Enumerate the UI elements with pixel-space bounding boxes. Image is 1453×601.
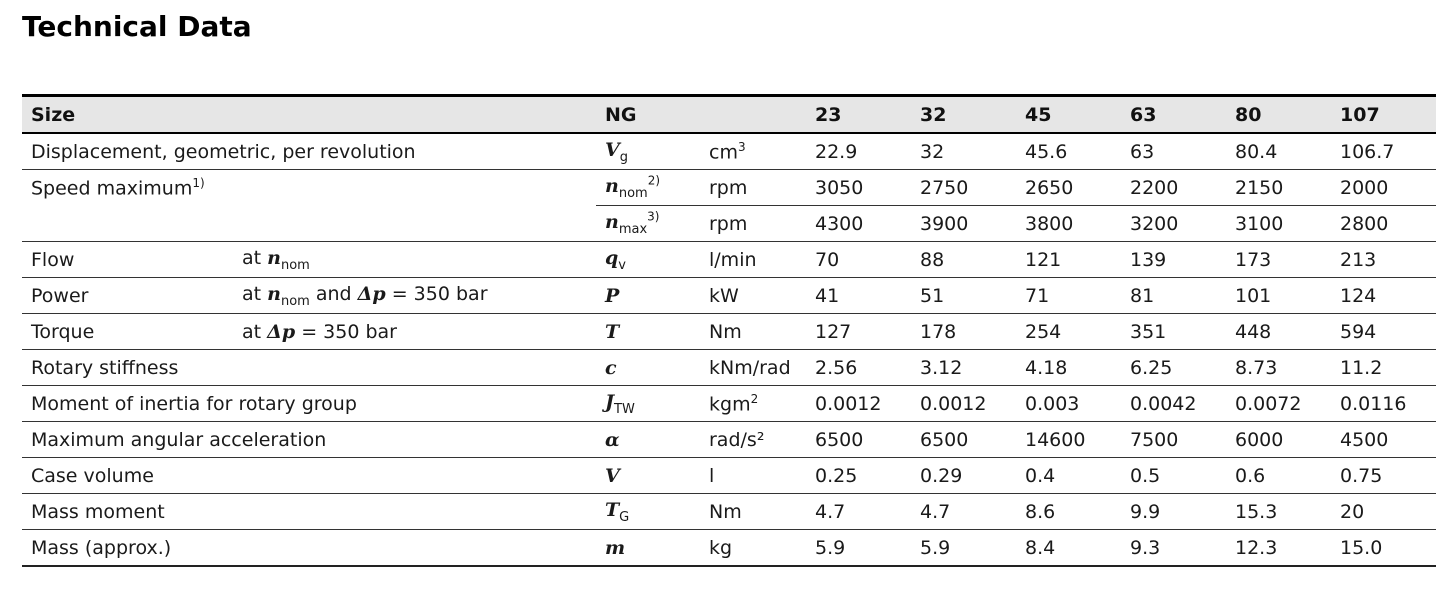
table-cell: 101 xyxy=(1226,278,1331,314)
row-label: Mass moment xyxy=(22,494,596,530)
table-row-flow xyxy=(22,242,1436,278)
row-label: Speed maximum$^{1)}$ xyxy=(31,176,205,200)
table-cell: 81 xyxy=(1121,278,1226,314)
table-cell: 0.0116 xyxy=(1331,386,1436,422)
table-cell: 51 xyxy=(911,278,1016,314)
row-unit: $cm^3$ xyxy=(700,133,806,170)
row-unit: rpm xyxy=(700,170,806,206)
row-label xyxy=(22,206,596,242)
row-symbol: $T_G$ xyxy=(596,494,700,530)
table-cell: 4.7 xyxy=(806,494,911,530)
table-cell: 594 xyxy=(1331,314,1436,350)
table-row-case-volume xyxy=(22,458,1436,494)
table-cell: 0.5 xyxy=(1121,458,1226,494)
table-cell: 4300 xyxy=(806,206,911,242)
table-row-mass xyxy=(22,530,1436,567)
row-label: Maximum angular acceleration xyxy=(22,422,596,458)
table-cell: 0.0072 xyxy=(1226,386,1331,422)
table-cell: 213 xyxy=(1331,242,1436,278)
page-title: Technical Data xyxy=(22,10,252,43)
row-unit: rpm xyxy=(700,206,806,242)
table-cell: 2750 xyxy=(911,170,1016,206)
table-cell: 15.3 xyxy=(1226,494,1331,530)
table-cell: 139 xyxy=(1121,242,1226,278)
row-symbol: c xyxy=(596,350,700,386)
table-cell: 88 xyxy=(911,242,1016,278)
row-symbol: T xyxy=(596,314,700,350)
table-cell: 6500 xyxy=(911,422,1016,458)
row-unit: l xyxy=(700,458,806,494)
table-cell: 351 xyxy=(1121,314,1226,350)
table-row-speed-max xyxy=(22,206,1436,242)
row-unit: kW xyxy=(700,278,806,314)
table-cell: 9.9 xyxy=(1121,494,1226,530)
row-label: Rotary stiffness xyxy=(22,350,596,386)
table-cell: 41 xyxy=(806,278,911,314)
table-cell: 0.6 xyxy=(1226,458,1331,494)
row-unit: kNm/rad xyxy=(700,350,806,386)
row-symbol: $n_{nom}^{2)}$ xyxy=(596,170,700,206)
table-cell: 173 xyxy=(1226,242,1331,278)
row-label: Flow xyxy=(22,242,233,278)
table-cell: 3900 xyxy=(911,206,1016,242)
row-symbol: V xyxy=(596,458,700,494)
row-label: Moment of inertia for rotary group xyxy=(22,386,596,422)
table-cell: 8.4 xyxy=(1016,530,1121,567)
size-column-header: 80 xyxy=(1226,96,1331,134)
table-cell: 448 xyxy=(1226,314,1331,350)
table-cell: 32 xyxy=(911,133,1016,170)
table-cell: 22.9 xyxy=(806,133,911,170)
table-cell: 2.56 xyxy=(806,350,911,386)
table-row-speed-nom xyxy=(22,170,1436,206)
row-label: Mass (approx.) xyxy=(22,530,596,567)
table-cell: 0.0012 xyxy=(911,386,1016,422)
table-cell: 45.6 xyxy=(1016,133,1121,170)
table-row-inertia xyxy=(22,386,1436,422)
table-cell: 2000 xyxy=(1331,170,1436,206)
row-condition: at $n_{nom}$ xyxy=(233,242,596,278)
table-row-acceleration xyxy=(22,422,1436,458)
table-row-torque xyxy=(22,314,1436,350)
table-cell: 8.73 xyxy=(1226,350,1331,386)
row-label: Torque xyxy=(22,314,233,350)
table-cell: 7500 xyxy=(1121,422,1226,458)
table-row-displacement xyxy=(22,133,1436,170)
row-unit: kgm$^2$ xyxy=(700,386,806,422)
header-row xyxy=(22,96,1436,134)
table-cell: 9.3 xyxy=(1121,530,1226,567)
row-condition: at Δp = 350 bar xyxy=(233,314,596,350)
table-cell: 11.2 xyxy=(1331,350,1436,386)
row-symbol: $q_v$ xyxy=(596,242,700,278)
table-cell: 0.0042 xyxy=(1121,386,1226,422)
row-unit: Nm xyxy=(700,314,806,350)
size-header: Size xyxy=(22,96,596,134)
table-cell: 2200 xyxy=(1121,170,1226,206)
ng-header: NG xyxy=(596,96,700,134)
table-cell: 6.25 xyxy=(1121,350,1226,386)
table-cell: 4.18 xyxy=(1016,350,1121,386)
row-symbol: P xyxy=(596,278,700,314)
table-cell: 124 xyxy=(1331,278,1436,314)
size-column-header: 63 xyxy=(1121,96,1226,134)
row-symbol: $J_{TW}$ xyxy=(596,386,700,422)
table-cell: 121 xyxy=(1016,242,1121,278)
table-row-mass-moment xyxy=(22,494,1436,530)
table-cell: 5.9 xyxy=(806,530,911,567)
row-symbol: α xyxy=(596,422,700,458)
table-cell: 2650 xyxy=(1016,170,1121,206)
table-cell: 127 xyxy=(806,314,911,350)
table-cell: 3800 xyxy=(1016,206,1121,242)
row-unit: Nm xyxy=(700,494,806,530)
table-cell: 12.3 xyxy=(1226,530,1331,567)
row-unit: l/min xyxy=(700,242,806,278)
row-label: Case volume xyxy=(22,458,596,494)
table-cell: 6000 xyxy=(1226,422,1331,458)
technical-data-table xyxy=(22,94,1436,567)
table-cell: 0.25 xyxy=(806,458,911,494)
table-cell: 4.7 xyxy=(911,494,1016,530)
table-cell: 4500 xyxy=(1331,422,1436,458)
size-column-header: 45 xyxy=(1016,96,1121,134)
row-symbol: $n_{max}^{3)}$ xyxy=(596,206,700,242)
table-row-power xyxy=(22,278,1436,314)
table-cell: 0.003 xyxy=(1016,386,1121,422)
row-condition: at $n_{nom}$ and Δp = 350 bar xyxy=(233,278,596,314)
table-cell: 15.0 xyxy=(1331,530,1436,567)
row-label: Power xyxy=(22,278,233,314)
table-cell: 3.12 xyxy=(911,350,1016,386)
row-symbol: $V_g$ xyxy=(596,133,700,170)
table-cell: 178 xyxy=(911,314,1016,350)
table-cell: 2150 xyxy=(1226,170,1331,206)
table-cell: 3050 xyxy=(806,170,911,206)
table-cell: 14600 xyxy=(1016,422,1121,458)
size-column-header: 32 xyxy=(911,96,1016,134)
table-cell: 6500 xyxy=(806,422,911,458)
size-column-header: 23 xyxy=(806,96,911,134)
row-unit: kg xyxy=(700,530,806,567)
table-cell: 71 xyxy=(1016,278,1121,314)
table-cell: 0.75 xyxy=(1331,458,1436,494)
table-cell: 106.7 xyxy=(1331,133,1436,170)
size-column-header: 107 xyxy=(1331,96,1436,134)
table-cell: 2800 xyxy=(1331,206,1436,242)
row-symbol: m xyxy=(596,530,700,567)
table-cell: 0.29 xyxy=(911,458,1016,494)
table-cell: 63 xyxy=(1121,133,1226,170)
row-label: Displacement, geometric, per revolution xyxy=(22,133,596,170)
table-cell: 3200 xyxy=(1121,206,1226,242)
table-cell: 5.9 xyxy=(911,530,1016,567)
unit-header xyxy=(700,96,806,134)
table-cell: 254 xyxy=(1016,314,1121,350)
table-cell: 0.4 xyxy=(1016,458,1121,494)
table-row-stiffness xyxy=(22,350,1436,386)
row-unit: rad/s² xyxy=(700,422,806,458)
table-cell: 70 xyxy=(806,242,911,278)
table-cell: 3100 xyxy=(1226,206,1331,242)
table-cell: 8.6 xyxy=(1016,494,1121,530)
table-cell: 20 xyxy=(1331,494,1436,530)
table-cell: 0.0012 xyxy=(806,386,911,422)
table-cell: 80.4 xyxy=(1226,133,1331,170)
